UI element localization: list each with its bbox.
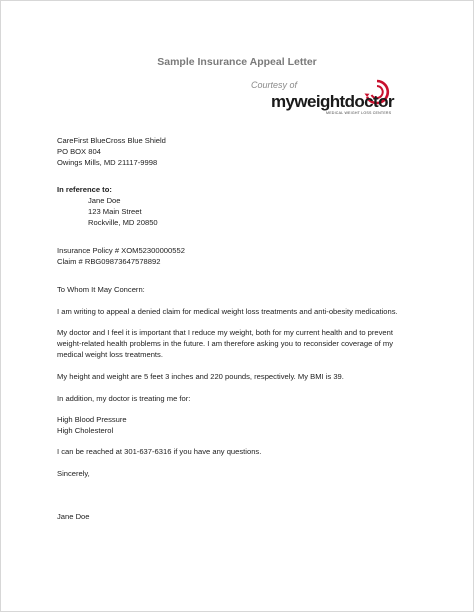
- signature-name: Jane Doe: [57, 512, 90, 521]
- salutation: To Whom It May Concern:: [57, 285, 145, 294]
- letter-title: Sample Insurance Appeal Letter: [157, 56, 317, 68]
- recipient-address-line2: Owings Mills, MD 21117-9998: [57, 158, 158, 167]
- paragraph-2-line-3: medical weight loss treatments.: [57, 350, 163, 359]
- contact-line: I can be reached at 301-637-6316 if you have any questions.: [57, 447, 262, 456]
- paragraph-3: My height and weight are 5 feet 3 inches and 220 pounds, respectively. My BMI is 39.: [57, 372, 344, 381]
- reference-street: 123 Main Street: [88, 207, 142, 216]
- paragraph-1: I am writing to appeal a denied claim for medical weight loss treatments and anti-obesity medications.: [57, 307, 398, 316]
- recipient-name: CareFirst BlueCross Blue Shield: [57, 136, 166, 145]
- reference-name: Jane Doe: [88, 196, 121, 205]
- logo-tagline: MEDICAL WEIGHT LOSS CENTERS: [326, 111, 392, 115]
- condition-1: High Blood Pressure: [57, 415, 127, 424]
- recipient-address-line1: PO BOX 804: [57, 147, 101, 156]
- paragraph-2-line-2: weight-related health problems in the future. I am therefore asking you to reconsider coverage of my: [57, 339, 393, 348]
- paragraph-2-line-1: My doctor and I feel it is important that I reduce my weight, both for my current health and to prevent: [57, 328, 393, 337]
- closing: Sincerely,: [57, 469, 90, 478]
- claim-number: Claim # RBG09873647578892: [57, 257, 161, 266]
- logo-brand-text: myweightdoctor: [271, 92, 394, 111]
- condition-2: High Cholesterol: [57, 426, 114, 435]
- reference-city: Rockville, MD 20850: [88, 218, 158, 227]
- paragraph-4: In addition, my doctor is treating me for:: [57, 394, 191, 403]
- reference-label: In reference to:: [57, 185, 112, 194]
- policy-number: Insurance Policy # XOM52300000552: [57, 246, 185, 255]
- my-weight-doctor-logo: [271, 78, 401, 122]
- courtesy-label: Courtesy of: [251, 80, 298, 90]
